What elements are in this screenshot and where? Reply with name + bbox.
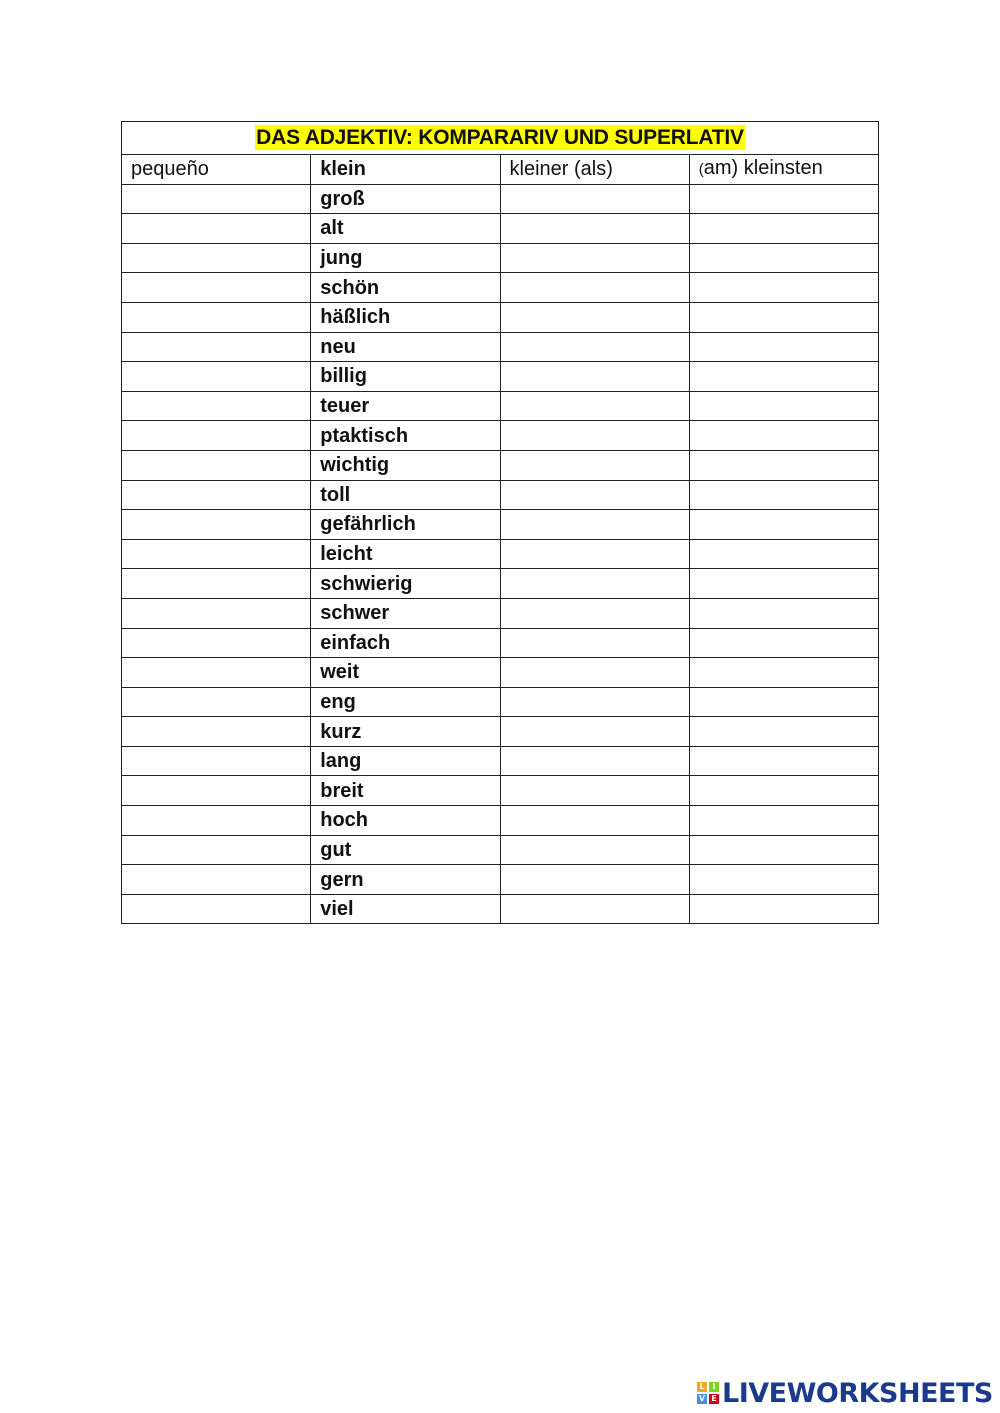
table-row bbox=[122, 510, 879, 540]
comparative-input-cell[interactable] bbox=[500, 894, 689, 924]
translation-input-cell[interactable] bbox=[122, 746, 311, 776]
superlative-input-cell[interactable] bbox=[689, 746, 878, 776]
comparative-input-cell[interactable] bbox=[500, 273, 689, 303]
adjective-cell: leicht bbox=[311, 539, 500, 569]
superlative-paren: ( bbox=[698, 161, 704, 179]
comparative-input-cell[interactable] bbox=[500, 806, 689, 836]
translation-input-cell[interactable] bbox=[122, 362, 311, 392]
adjective-cell: gefährlich bbox=[311, 510, 500, 540]
table-row bbox=[122, 421, 879, 451]
table-row bbox=[122, 687, 879, 717]
adjective-cell: schwer bbox=[311, 598, 500, 628]
translation-input-cell[interactable] bbox=[122, 806, 311, 836]
comparative-input-cell[interactable] bbox=[500, 539, 689, 569]
translation-input-cell[interactable] bbox=[122, 391, 311, 421]
superlative-text: am) kleinsten bbox=[703, 157, 823, 180]
table-row bbox=[122, 450, 879, 480]
title-cell bbox=[122, 122, 879, 155]
comparative-input-cell[interactable] bbox=[500, 214, 689, 244]
table-row bbox=[122, 243, 879, 273]
comparative-input-cell[interactable] bbox=[500, 628, 689, 658]
superlative-input-cell[interactable] bbox=[689, 214, 878, 244]
adjective-cell: häßlich bbox=[311, 302, 500, 332]
comparative-input-cell[interactable] bbox=[500, 687, 689, 717]
superlative-input-cell[interactable] bbox=[689, 421, 878, 451]
translation-input-cell[interactable] bbox=[122, 480, 311, 510]
adjective-cell: breit bbox=[311, 776, 500, 806]
table-row bbox=[122, 658, 879, 688]
translation-cell: pequeño bbox=[122, 155, 311, 185]
logo-text: LIVEWORKSHEETS bbox=[722, 1377, 993, 1409]
table-row bbox=[122, 214, 879, 244]
translation-input-cell[interactable] bbox=[122, 776, 311, 806]
adjective-cell: lang bbox=[311, 746, 500, 776]
comparative-input-cell[interactable] bbox=[500, 243, 689, 273]
comparative-input-cell[interactable] bbox=[500, 658, 689, 688]
superlative-input-cell[interactable] bbox=[689, 243, 878, 273]
adjective-cell: weit bbox=[311, 658, 500, 688]
adjective-cell: ptaktisch bbox=[311, 421, 500, 451]
adjective-cell: eng bbox=[311, 687, 500, 717]
translation-input-cell[interactable] bbox=[122, 865, 311, 895]
superlative-input-cell[interactable] bbox=[689, 302, 878, 332]
adjective-cell: hoch bbox=[311, 806, 500, 836]
superlative-input-cell[interactable] bbox=[689, 391, 878, 421]
adjective-cell: toll bbox=[311, 480, 500, 510]
table-row bbox=[122, 569, 879, 599]
adjective-cell: gern bbox=[311, 865, 500, 895]
superlative-input-cell[interactable] bbox=[689, 273, 878, 303]
adjective-cell: alt bbox=[311, 214, 500, 244]
superlative-input-cell[interactable] bbox=[689, 332, 878, 362]
translation-input-cell[interactable] bbox=[122, 717, 311, 747]
logo-letter-block: L bbox=[697, 1382, 707, 1392]
translation-input-cell[interactable] bbox=[122, 628, 311, 658]
adjective-cell: teuer bbox=[311, 391, 500, 421]
comparative-input-cell[interactable] bbox=[500, 421, 689, 451]
superlative-input-cell[interactable] bbox=[689, 717, 878, 747]
adjective-cell: klein bbox=[311, 155, 500, 185]
worksheet-title: DAS ADJEKTIV: KOMPARARIV UND SUPERLATIV bbox=[256, 126, 744, 149]
translation-input-cell[interactable] bbox=[122, 835, 311, 865]
superlative-input-cell[interactable] bbox=[689, 687, 878, 717]
table-row bbox=[122, 391, 879, 421]
translation-input-cell[interactable] bbox=[122, 214, 311, 244]
comparative-input-cell[interactable] bbox=[500, 391, 689, 421]
table-row bbox=[122, 598, 879, 628]
comparative-input-cell[interactable] bbox=[500, 717, 689, 747]
superlative-input-cell[interactable] bbox=[689, 362, 878, 392]
table-row bbox=[122, 746, 879, 776]
title-row bbox=[122, 122, 879, 155]
adjective-cell: groß bbox=[311, 184, 500, 214]
logo-letter-block: V bbox=[698, 1394, 706, 1403]
superlative-input-cell[interactable] bbox=[689, 450, 878, 480]
superlative-input-cell[interactable] bbox=[689, 835, 878, 865]
superlative-input-cell[interactable] bbox=[689, 658, 878, 688]
translation-input-cell[interactable] bbox=[122, 450, 311, 480]
superlative-input-cell[interactable] bbox=[689, 184, 878, 214]
adjective-cell: einfach bbox=[311, 628, 500, 658]
comparative-input-cell[interactable] bbox=[500, 450, 689, 480]
table-row bbox=[122, 835, 879, 865]
adjective-cell: gut bbox=[311, 835, 500, 865]
translation-input-cell[interactable] bbox=[122, 598, 311, 628]
comparative-input-cell[interactable] bbox=[500, 776, 689, 806]
superlative-input-cell[interactable] bbox=[689, 776, 878, 806]
table-row bbox=[122, 539, 879, 569]
translation-input-cell[interactable] bbox=[122, 658, 311, 688]
superlative-cell bbox=[689, 155, 878, 185]
superlative-input-cell[interactable] bbox=[689, 569, 878, 599]
translation-input-cell[interactable] bbox=[122, 569, 311, 599]
logo-letter-block: I bbox=[709, 1382, 719, 1392]
adjective-cell: kurz bbox=[311, 717, 500, 747]
adjective-cell: wichtig bbox=[311, 450, 500, 480]
table-row bbox=[122, 806, 879, 836]
adjective-cell: schön bbox=[311, 273, 500, 303]
translation-input-cell[interactable] bbox=[122, 421, 311, 451]
translation-input-cell[interactable] bbox=[122, 687, 311, 717]
comparative-cell: kleiner (als) bbox=[500, 155, 689, 185]
translation-input-cell[interactable] bbox=[122, 184, 311, 214]
table-row bbox=[122, 273, 879, 303]
table-row bbox=[122, 717, 879, 747]
translation-input-cell[interactable] bbox=[122, 302, 311, 332]
adjective-cell: schwierig bbox=[311, 569, 500, 599]
translation-input-cell[interactable] bbox=[122, 243, 311, 273]
superlative-input-cell[interactable] bbox=[689, 628, 878, 658]
table-row bbox=[122, 332, 879, 362]
table-row bbox=[122, 362, 879, 392]
table-row bbox=[122, 302, 879, 332]
logo-icon bbox=[697, 1382, 719, 1404]
comparative-input-cell[interactable] bbox=[500, 865, 689, 895]
comparative-input-cell[interactable] bbox=[500, 510, 689, 540]
superlative-input-cell[interactable] bbox=[689, 510, 878, 540]
translation-input-cell[interactable] bbox=[122, 273, 311, 303]
table-row bbox=[122, 776, 879, 806]
comparative-input-cell[interactable] bbox=[500, 332, 689, 362]
comparative-input-cell[interactable] bbox=[500, 362, 689, 392]
superlative-input-cell[interactable] bbox=[689, 894, 878, 924]
superlative-input-cell[interactable] bbox=[689, 865, 878, 895]
translation-input-cell[interactable] bbox=[122, 539, 311, 569]
comparative-input-cell[interactable] bbox=[500, 480, 689, 510]
comparative-input-cell[interactable] bbox=[500, 598, 689, 628]
superlative-input-cell[interactable] bbox=[689, 806, 878, 836]
adjective-cell: billig bbox=[311, 362, 500, 392]
adjective-cell: neu bbox=[311, 332, 500, 362]
table-row bbox=[122, 894, 879, 924]
liveworksheets-logo bbox=[697, 1376, 993, 1410]
comparative-input-cell[interactable] bbox=[500, 569, 689, 599]
comparative-input-cell[interactable] bbox=[500, 835, 689, 865]
adjective-cell: viel bbox=[311, 894, 500, 924]
table-row bbox=[122, 480, 879, 510]
table-row bbox=[122, 865, 879, 895]
table-row bbox=[122, 184, 879, 214]
comparative-input-cell[interactable] bbox=[500, 184, 689, 214]
adjective-table bbox=[121, 121, 879, 924]
superlative-input-cell[interactable] bbox=[689, 539, 878, 569]
superlative-input-cell[interactable] bbox=[689, 480, 878, 510]
superlative-input-cell[interactable] bbox=[689, 598, 878, 628]
adjective-cell: jung bbox=[311, 243, 500, 273]
translation-input-cell[interactable] bbox=[122, 894, 311, 924]
translation-input-cell[interactable] bbox=[122, 332, 311, 362]
table-row bbox=[122, 628, 879, 658]
logo-letter-block: E bbox=[709, 1394, 719, 1404]
translation-input-cell[interactable] bbox=[122, 510, 311, 540]
example-row bbox=[122, 155, 879, 185]
comparative-input-cell[interactable] bbox=[500, 302, 689, 332]
comparative-input-cell[interactable] bbox=[500, 746, 689, 776]
